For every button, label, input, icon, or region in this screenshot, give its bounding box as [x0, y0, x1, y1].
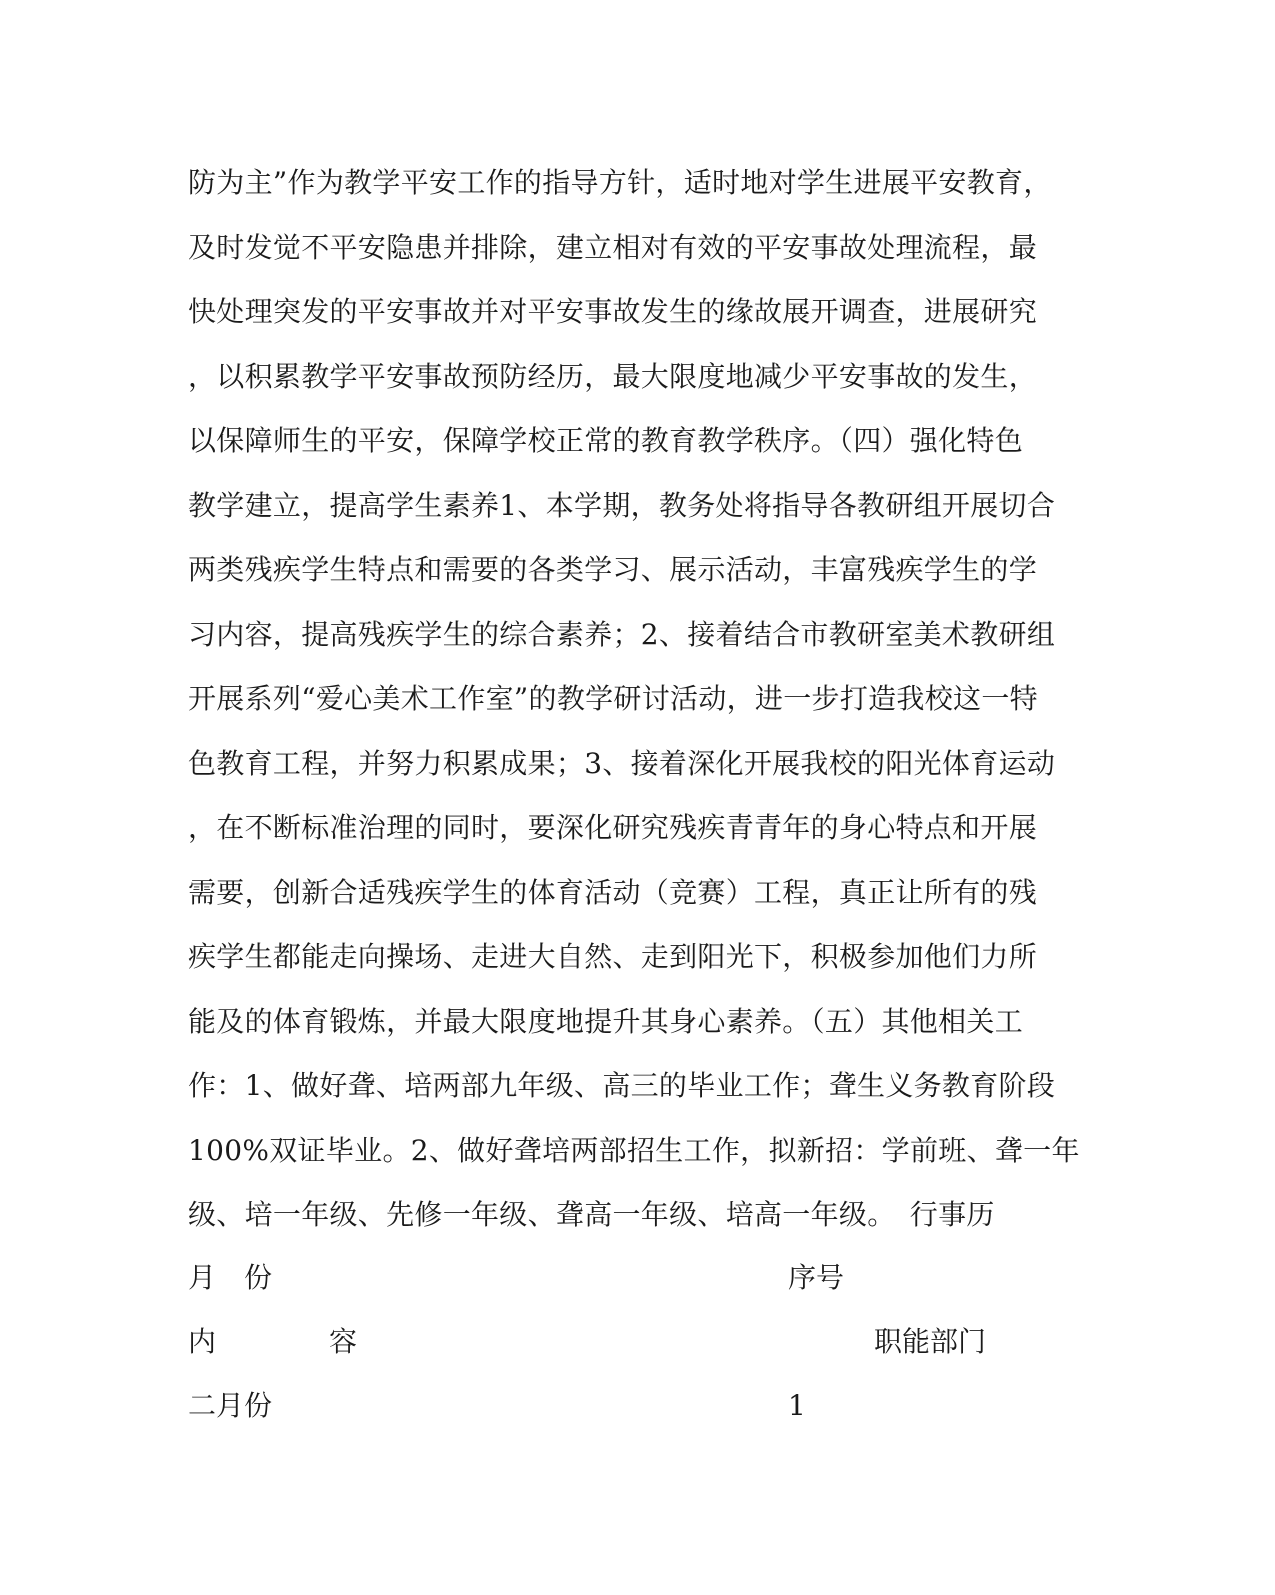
content-header-part-1: 内	[188, 1325, 217, 1358]
body-line: 开展系列“爱心美术工作室”的教学研讨活动，进一步打造我校这一特	[188, 682, 1038, 715]
body-line: 100%双证毕业。2、做好聋培两部招生工作，拟新招：学前班、聋一年	[188, 1134, 1080, 1167]
body-line: 色教育工程，并努力积累成果；3、接着深化开展我校的阳光体育运动	[188, 747, 1056, 780]
body-line: 能及的体育锻炼，并最大限度地提升其身心素养。（五）其他相关工	[188, 1005, 1024, 1038]
row-month: 二月份	[188, 1389, 273, 1422]
body-line: 级、培一年级、先修一年级、聋高一年级、培高一年级。 行事历	[188, 1198, 995, 1231]
body-line: 快处理突发的平安事故并对平安事故发生的缘故展开调查，进展研究	[188, 295, 1038, 328]
body-line: 防为主”作为教学平安工作的指导方针，适时地对学生进展平安教育，	[188, 166, 1052, 199]
body-line: ，在不断标准治理的同时，要深化研究残疾青青年的身心特点和开展	[188, 811, 1038, 844]
body-line: 及时发觉不平安隐患并排除，建立相对有效的平安事故处理流程，最	[188, 231, 1038, 264]
content-header-part-2: 容	[329, 1325, 358, 1358]
department-header: 职能部门	[874, 1325, 987, 1358]
body-line: 需要，创新合适残疾学生的体育活动（竞赛）工程，真正让所有的残	[188, 876, 1038, 909]
body-line: ，以积累教学平安事故预防经历，最大限度地减少平安事故的发生，	[188, 360, 1038, 393]
body-line: 作：1、做好聋、培两部九年级、高三的毕业工作；聋生义务教育阶段	[188, 1069, 1056, 1102]
month-header: 月 份	[188, 1261, 273, 1294]
body-line: 两类残疾学生特点和需要的各类学习、展示活动，丰富残疾学生的学	[188, 553, 1038, 586]
body-line: 习内容，提高残疾学生的综合素养；2、接着结合市教研室美术教研组	[188, 618, 1056, 651]
sequence-header: 序号	[788, 1261, 845, 1294]
body-line: 疾学生都能走向操场、走进大自然、走到阳光下，积极参加他们力所	[188, 940, 1038, 973]
body-line: 以保障师生的平安，保障学校正常的教育教学秩序。（四）强化特色	[188, 424, 1024, 457]
row-sequence: 1	[788, 1389, 806, 1422]
body-line: 教学建立，提高学生素养1、本学期，教务处将指导各教研组开展切合	[188, 489, 1056, 522]
